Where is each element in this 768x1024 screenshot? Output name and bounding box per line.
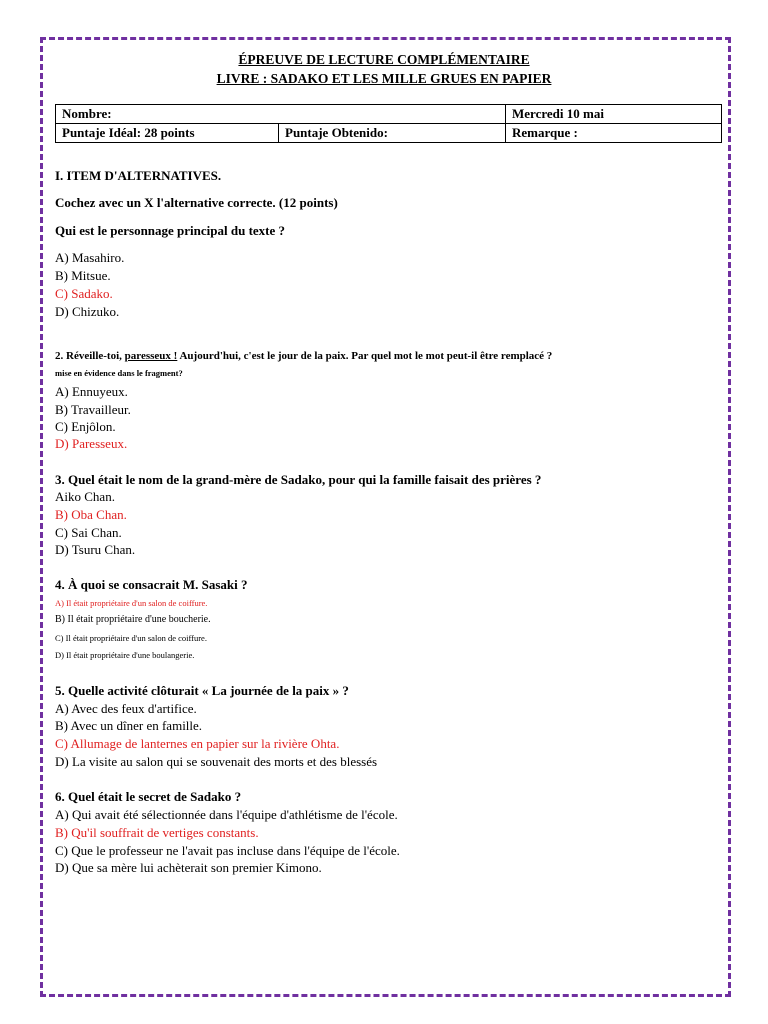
q6-option-d[interactable]: D) Que sa mère lui achèterait son premier Kimono.: [55, 860, 322, 875]
puntaje-ideal-cell: Puntaje Idéal: 28 points: [56, 124, 279, 143]
question-1: Qui est le personnage principal du texte ?: [55, 223, 286, 238]
q1-option-c-correct[interactable]: C) Sadako.: [55, 286, 113, 301]
q1-option-b[interactable]: B) Mitsue.: [55, 268, 111, 283]
q6-option-b-correct[interactable]: B) Qu'il souffrait de vertiges constants.: [55, 825, 259, 840]
date-cell: Mercredi 10 mai: [506, 105, 722, 124]
q4-option-c[interactable]: C) Il était propriétaire d'un salon de coiffure.: [55, 633, 207, 643]
q3-option-d[interactable]: D) Tsuru Chan.: [55, 542, 136, 557]
question-4: 4. À quoi se consacrait M. Sasaki ?: [55, 577, 248, 592]
remarque-cell[interactable]: Remarque :: [506, 124, 722, 143]
q2-option-b[interactable]: B) Travailleur.: [55, 402, 131, 417]
puntaje-obtenido-cell[interactable]: Puntaje Obtenido:: [279, 124, 506, 143]
q4-option-a-correct[interactable]: A) Il était propriétaire d'un salon de coiffure.: [55, 598, 208, 608]
question-5: 5. Quelle activité clôturait « La journée de la paix » ?: [55, 683, 349, 698]
question-2-note: mise en évidence dans le fragment?: [55, 368, 183, 378]
q3-option-b-correct[interactable]: B) Oba Chan.: [55, 507, 127, 522]
q5-option-c-correct[interactable]: C) Allumage de lanternes en papier sur la rivière Ohta.: [55, 736, 340, 751]
exam-title: ÉPREUVE DE LECTURE COMPLÉMENTAIRE: [238, 52, 530, 67]
q5-option-b[interactable]: B) Avec un dîner en famille.: [55, 718, 203, 733]
q5-option-d[interactable]: D) La visite au salon qui se souvenait des morts et des blessés: [55, 754, 378, 769]
q5-option-a[interactable]: A) Avec des feux d'artifice.: [55, 701, 197, 716]
q3-option-c[interactable]: C) Sai Chan.: [55, 525, 122, 540]
book-title: LIVRE : SADAKO ET LES MILLE GRUES EN PAPIER: [216, 71, 552, 86]
q3-option-a[interactable]: Aiko Chan.: [55, 489, 115, 504]
q2-option-d-correct[interactable]: D) Paresseux.: [55, 436, 128, 451]
q1-option-d[interactable]: D) Chizuko.: [55, 304, 120, 319]
q4-option-b[interactable]: B) Il était propriétaire d'une boucherie.: [55, 614, 211, 625]
question-2: 2. Réveille-toi, paresseux ! Aujourd'hui, c'est le jour de la paix. Par quel mot le mot peut-il être remplacé ?: [55, 350, 553, 362]
q2-option-c[interactable]: C) Enjôlon.: [55, 419, 116, 434]
section-heading: I. ITEM D'ALTERNATIVES.: [55, 168, 222, 183]
q4-option-d[interactable]: D) Il était propriétaire d'une boulangerie.: [55, 650, 195, 660]
q6-option-c[interactable]: C) Que le professeur ne l'avait pas incluse dans l'équipe de l'école.: [55, 843, 400, 858]
info-table: [55, 104, 722, 143]
question-6: 6. Quel était le secret de Sadako ?: [55, 789, 242, 804]
question-3: 3. Quel était le nom de la grand-mère de Sadako, pour qui la famille faisait des prières ?: [55, 472, 542, 487]
q2-option-a[interactable]: A) Ennuyeux.: [55, 384, 128, 399]
q6-option-a[interactable]: A) Qui avait été sélectionnée dans l'équipe d'athlétisme de l'école.: [55, 807, 398, 822]
section-instruction: Cochez avec un X l'alternative correcte. (12 points): [55, 195, 338, 210]
nombre-cell[interactable]: Nombre:: [56, 105, 506, 124]
q1-option-a[interactable]: A) Masahiro.: [55, 250, 125, 265]
